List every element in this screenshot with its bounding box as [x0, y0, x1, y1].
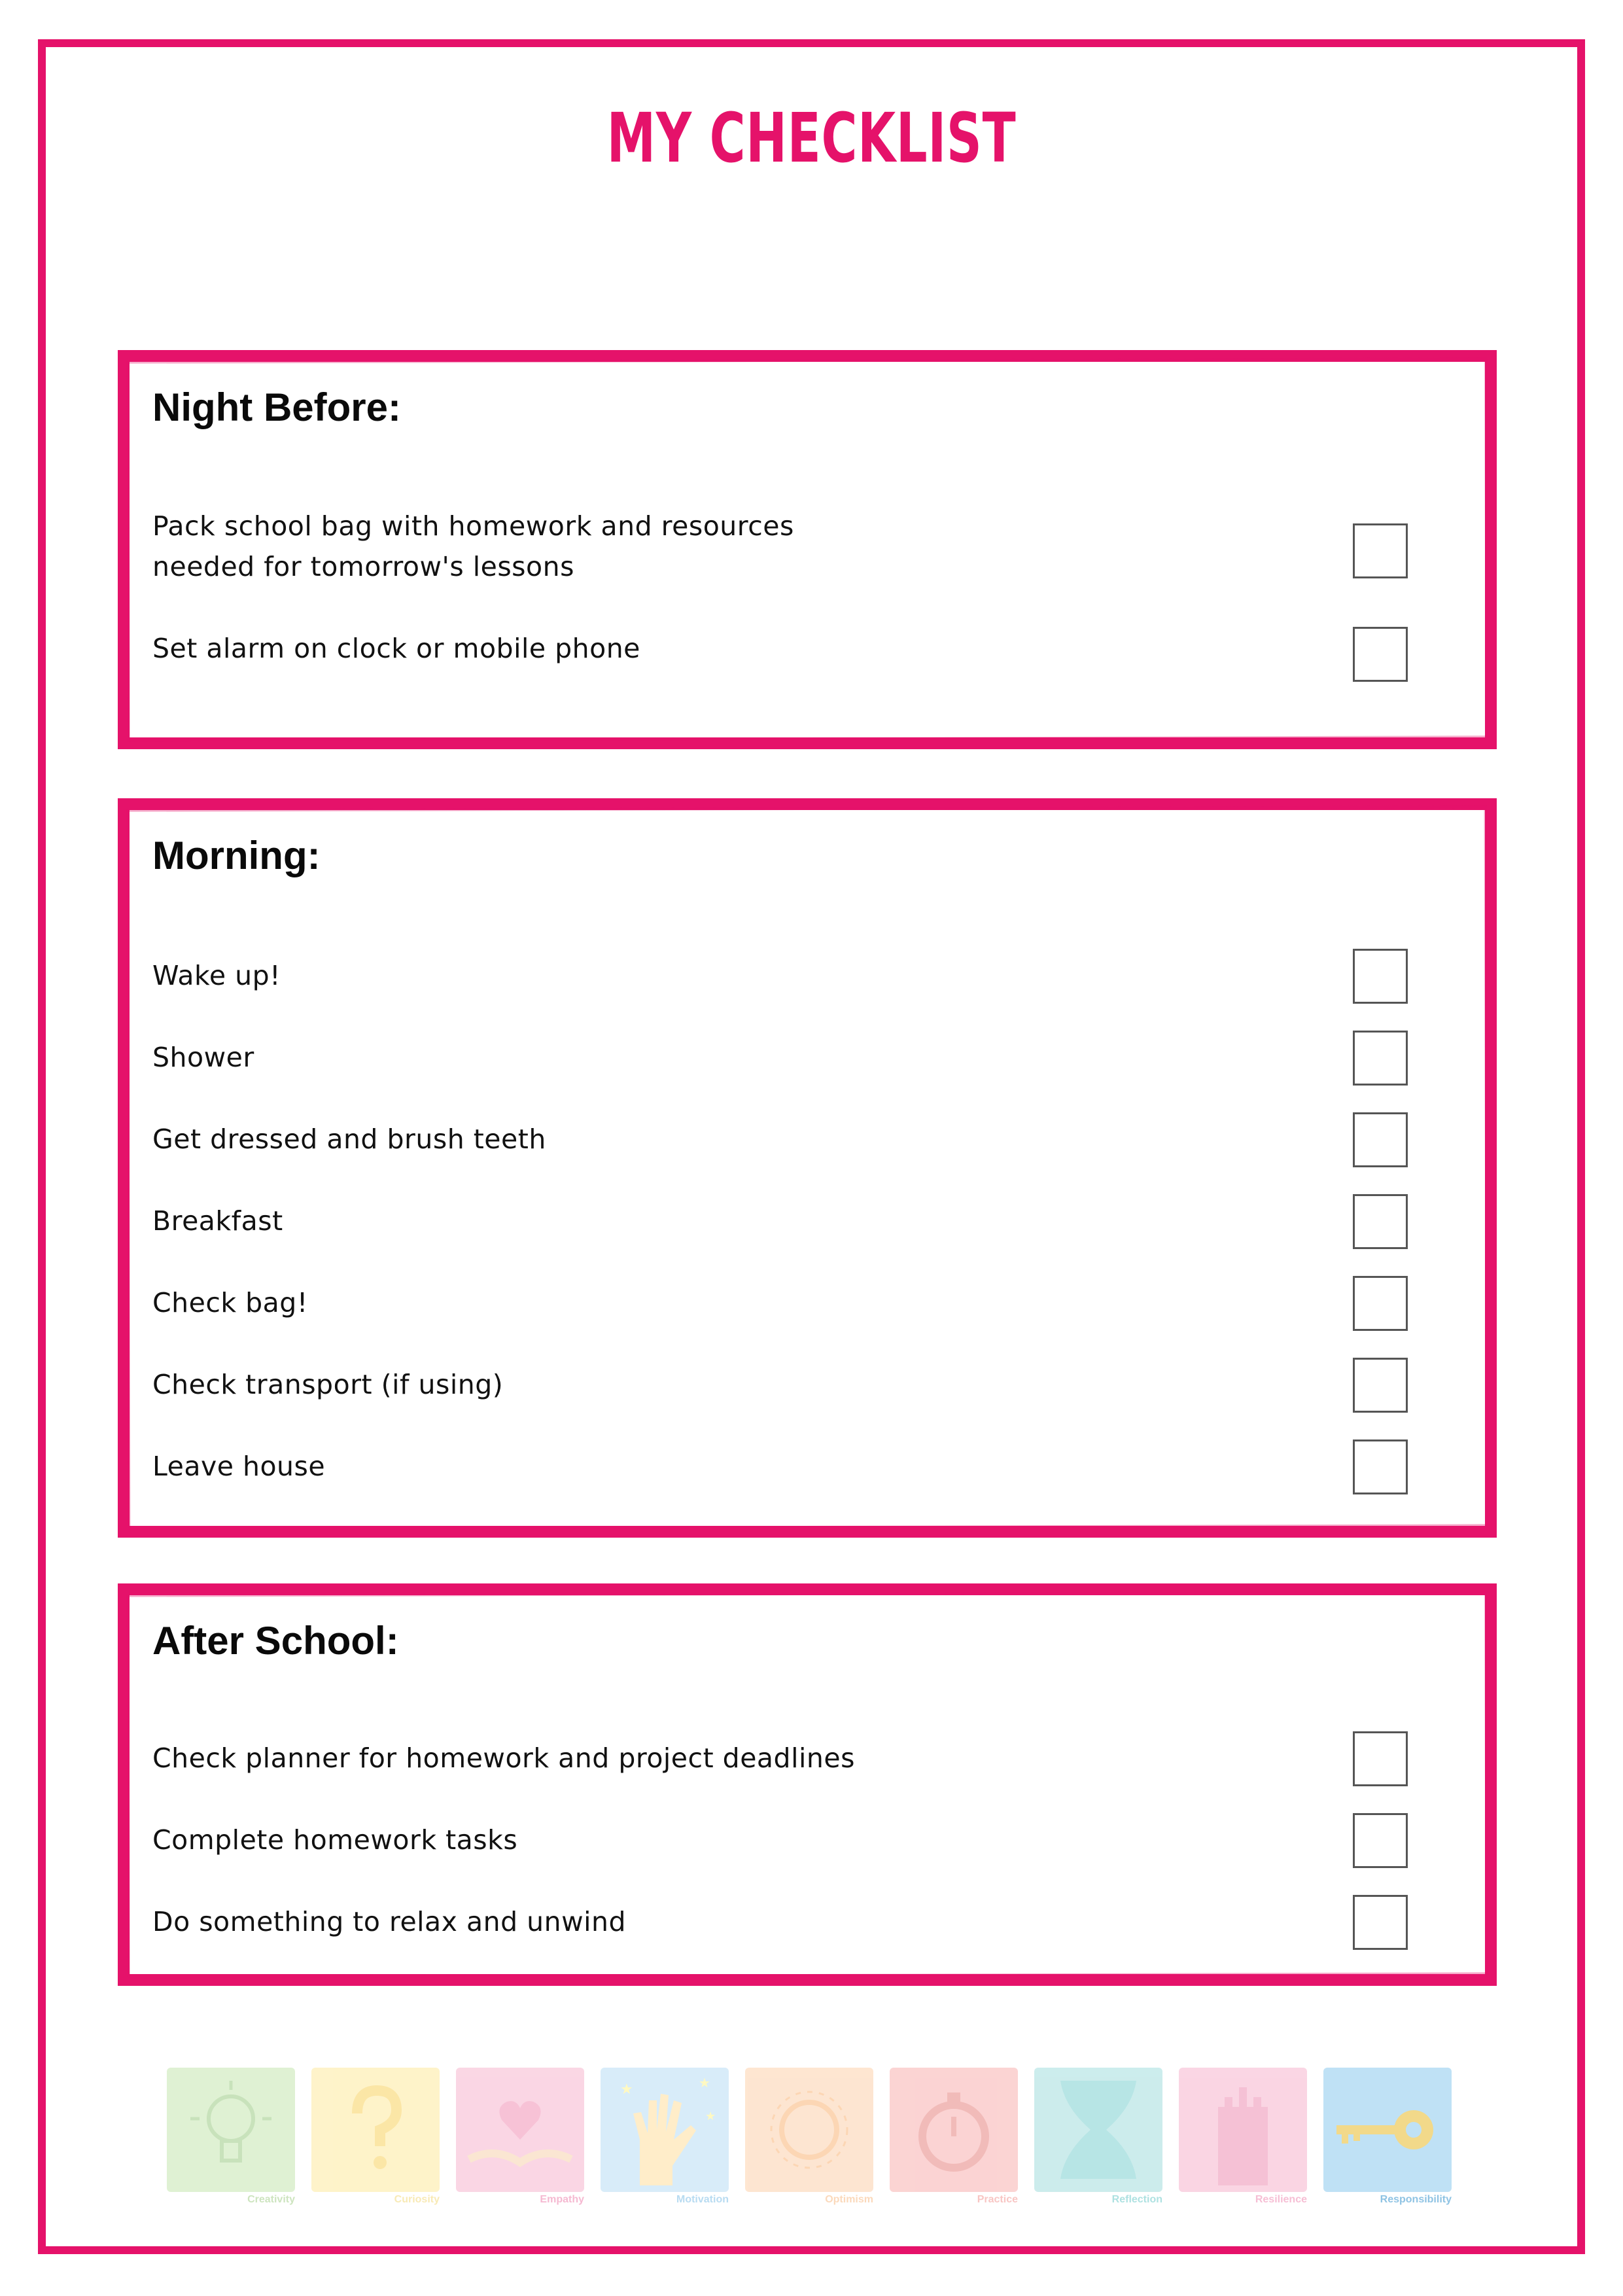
checklist-item-text: Wake up!	[152, 960, 281, 991]
virtue-label: Resilience	[1255, 2194, 1307, 2205]
virtue-label: Motivation	[676, 2194, 729, 2205]
checklist-item-text: Check transport (if using)	[152, 1369, 504, 1400]
checkbox[interactable]	[1353, 1358, 1408, 1413]
checklist-item-text: Leave house	[152, 1451, 326, 1482]
checkbox[interactable]	[1353, 523, 1408, 578]
section-heading: After School:	[152, 1619, 399, 1663]
checkbox[interactable]	[1353, 1276, 1408, 1331]
section-after-school	[118, 1583, 1497, 1986]
castle-tower-icon	[1179, 2068, 1307, 2192]
virtue-label: Creativity	[247, 2194, 295, 2205]
lightbulb-icon	[167, 2068, 295, 2192]
checklist-item-text: Get dressed and brush teeth	[152, 1123, 546, 1155]
checklist-item-text: Breakfast	[152, 1205, 283, 1237]
virtue-label: Responsibility	[1380, 2194, 1452, 2205]
virtue-label: Reflection	[1111, 2194, 1162, 2205]
section-night-before	[118, 350, 1497, 749]
checkbox[interactable]	[1353, 1895, 1408, 1950]
virtue-label: Optimism	[825, 2194, 873, 2205]
svg-text:★: ★	[620, 2081, 633, 2097]
hands-heart-icon	[456, 2068, 584, 2192]
section-heading: Morning:	[152, 834, 321, 877]
question-mark-icon	[311, 2068, 440, 2192]
checkbox[interactable]	[1353, 949, 1408, 1004]
virtue-label: Practice	[977, 2194, 1018, 2205]
virtue-label: Curiosity	[394, 2194, 440, 2205]
section-morning	[118, 798, 1497, 1538]
checkbox[interactable]	[1353, 1031, 1408, 1086]
checklist-item-text: Complete homework tasks	[152, 1824, 518, 1856]
reaching-hand-stars-icon	[601, 2068, 729, 2192]
page-title: MY CHECKLIST	[606, 98, 1017, 178]
checkbox[interactable]	[1353, 1813, 1408, 1868]
svg-text:★: ★	[699, 2076, 710, 2091]
checklist-item-text: Do something to relax and unwind	[152, 1906, 627, 1937]
sun-icon	[745, 2068, 873, 2192]
checkbox[interactable]	[1353, 1194, 1408, 1249]
checklist-item-text: Shower	[152, 1042, 254, 1073]
section-heading: Night Before:	[152, 385, 401, 429]
checkbox[interactable]	[1353, 1112, 1408, 1167]
stopwatch-icon	[890, 2068, 1018, 2192]
virtue-label: Empathy	[540, 2194, 584, 2205]
checklist-item-text: Set alarm on clock or mobile phone	[152, 633, 640, 664]
checklist-item-line: needed for tomorrow's lessons	[152, 551, 574, 582]
key-icon	[1323, 2068, 1452, 2192]
svg-text:★: ★	[705, 2110, 716, 2123]
checklist-item-line: Pack school bag with homework and resources	[152, 510, 794, 542]
virtues-icon-strip	[167, 2068, 1456, 2205]
checkbox[interactable]	[1353, 1731, 1408, 1786]
checklist-item-text: Check planner for homework and project deadlines	[152, 1742, 855, 1774]
checklist-item-text: Check bag!	[152, 1287, 308, 1318]
checkbox[interactable]	[1353, 1439, 1408, 1494]
hourglass-icon	[1034, 2068, 1162, 2192]
checklist-item-text	[152, 506, 794, 587]
checkbox[interactable]	[1353, 627, 1408, 682]
